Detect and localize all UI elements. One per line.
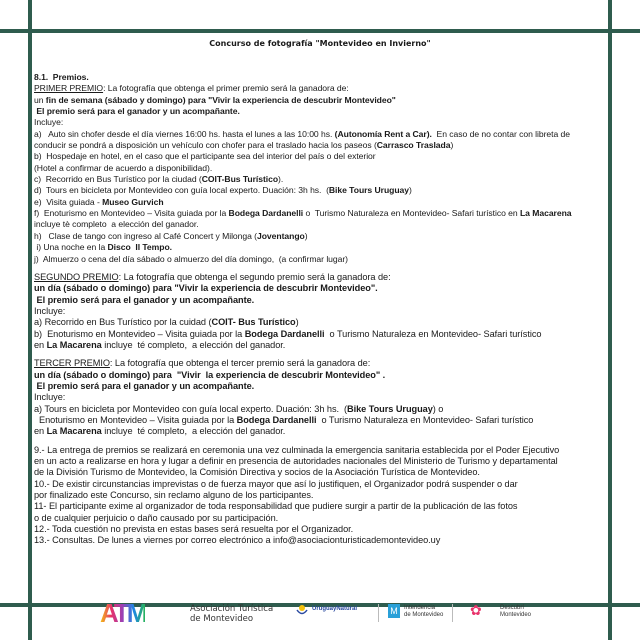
text-line (34, 117, 608, 128)
prize-heading: SEGUNDO PREMIO (34, 271, 119, 282)
bold-text: COIT- Bus Turístico (211, 317, 296, 328)
text-segment: : La fotografía que obtenga el primer premio será la ganadora de: (103, 83, 349, 94)
text-segment: por finalizado este Concurso, sin reclamo alguno de los participantes. (34, 490, 314, 501)
text-segment: a) Tours en bicicleta por Montevideo con guía local experto. Duación: 3h hs. ( (34, 403, 348, 414)
frame-line-left (28, 0, 32, 640)
text-segment: 11- El participante exime al organizador de toda responsabilidad que pudiere surgir a partir de la publicación de las fotos (34, 501, 518, 512)
intendencia-line1: Intendencia (404, 605, 436, 611)
bold-text: (Autonomía Rent a Car). (334, 128, 432, 139)
text-line (34, 163, 608, 174)
text-line (34, 185, 608, 196)
text-segment: incluye tè completo a elección del ganador. (34, 219, 199, 230)
text-segment: c) Recorrido en Bus Turístico por la ciudad ( (34, 174, 202, 185)
text-line (34, 208, 608, 219)
text-line (34, 231, 608, 242)
text-segment: (Hotel a confirmar de acuerdo a disponibilidad). (34, 162, 213, 173)
text-line (34, 358, 608, 369)
bold-text: 8.1. Premios. (34, 72, 89, 82)
text-line (34, 370, 608, 381)
text-segment: un (34, 94, 46, 105)
text-line (34, 456, 608, 467)
text-segment: d) Tours en bicicleta por Montevideo con guía local experto. Duación: 3h hs. ( (34, 185, 329, 196)
text-line (34, 340, 608, 351)
paragraph-gap (34, 438, 608, 445)
text-line (34, 106, 608, 117)
text-line (34, 151, 608, 162)
text-line (34, 219, 608, 230)
text-segment: a) Auto sin chofer desde el día viernes 16:00 hs. hasta el lunes a las 10:00 hs. (34, 128, 335, 139)
bold-text: Disco Il Tempo. (107, 242, 172, 253)
atm-logo: ATM (100, 598, 146, 628)
text-segment: 13.- Consultas. De lunes a viernes por correo electrónico a info@asociacionturisticademontevideo.uy (34, 535, 441, 546)
bold-text: un día (sábado o domingo) para "Vivir la experiencia de descubrir Montevideo". (34, 283, 378, 294)
text-line (34, 317, 608, 328)
text-line (34, 524, 608, 535)
descubri-montevideo-logo (500, 605, 531, 619)
text-segment: 12.- Toda cuestión no prevista en estas bases será resuelta por el Organizador. (34, 524, 354, 535)
text-segment: incluye té completo, a elección del ganador. (101, 426, 286, 437)
sponsor-logos (0, 598, 640, 628)
text-line (34, 490, 608, 501)
text-line (34, 467, 608, 478)
text-segment: Incluye: (34, 305, 66, 316)
descubri-montevideo-icon: ✿ (470, 602, 482, 618)
intendencia-logo (404, 605, 443, 619)
text-line (34, 95, 608, 106)
text-segment: conducir se pondrá a disposición un vehículo con chofer para el traslado hacia los paseos ( (34, 140, 377, 151)
text-line (34, 404, 608, 415)
bold-text: COIT-Bus Turístico (201, 174, 279, 185)
text-line (34, 306, 608, 317)
bold-text: Joventango (257, 230, 305, 241)
paragraph-gap (34, 265, 608, 272)
bold-text: Museo Gurvich (102, 196, 164, 207)
text-segment: en (34, 426, 47, 437)
text-line (34, 283, 608, 294)
text-segment: ) (409, 185, 412, 196)
text-line (34, 272, 608, 283)
text-line (34, 254, 608, 265)
text-line (34, 501, 608, 512)
bold-text: La Macarena (46, 426, 102, 437)
text-segment: h) Clase de tango con ingreso al Café Concert y Milonga ( (34, 230, 257, 241)
bold-text: La Macarena (519, 208, 572, 219)
text-line (34, 174, 608, 185)
text-segment: 10.- De existir circunstancias imprevistas o de fuerza mayor que así lo justifiquen, el Organizador podrá suspender o dar (34, 478, 518, 489)
bold-text: un día (sábado o domingo) para "Vivir la experiencia de descubrir Montevideo" . (34, 369, 386, 380)
bold-text: Bike Tours Uruguay (328, 185, 410, 196)
bold-text: Carrasco Traslada (376, 140, 451, 151)
text-segment: 9.- La entrega de premios se realizará en ceremonia una vez culminada la emergencia sanitaria establecida por el Poder Ejecutivo (34, 444, 560, 455)
bold-text: La Macarena (46, 339, 102, 350)
bold-text: Bodega Dardanelli (236, 414, 317, 425)
bold-text: El premio será para el ganador y un acompañante. (34, 294, 255, 305)
uruguay-natural-logo: UruguayNatural (312, 606, 358, 612)
text-segment: b) Enoturismo en Montevideo – Visita guiada por la (34, 328, 245, 339)
prize-heading: PRIMER PREMIO (34, 83, 104, 94)
text-line (34, 83, 608, 94)
text-segment: i) Una noche en la (34, 242, 108, 253)
text-line (34, 197, 608, 208)
bold-text: El premio será para el ganador y un acompañante. (34, 380, 255, 391)
logo-divider (378, 604, 379, 622)
text-segment: En caso de no contar con libreta de (431, 128, 571, 139)
text-segment: en un acto a realizarse en hora y lugar a definir en presencia de autoridades nacionales del Ministerio de Turismo y departamental (34, 456, 558, 466)
text-segment: j) Almuerzo o cena del día sábado o almuerzo del día domingo, (a confirmar lugar) (34, 253, 348, 264)
text-line (34, 479, 608, 490)
text-line (34, 72, 608, 83)
atm-name-line2: de Montevideo (190, 614, 254, 624)
prize-heading: TERCER PREMIO (34, 358, 110, 369)
text-segment: : La fotografía que obtenga el segundo premio será la ganadora de: (118, 271, 391, 282)
text-line (34, 295, 608, 306)
descubri-line1: Descubrí (500, 605, 525, 611)
text-segment: o Turismo Naturaleza en Montevideo- Safari turístico (324, 328, 542, 339)
text-segment: Incluye: (34, 117, 64, 128)
bold-text: Bodega Dardanelli (244, 328, 325, 339)
text-segment: ) (450, 140, 454, 151)
intendencia-line2: de Montevideo (404, 612, 444, 618)
text-segment: ) (304, 230, 308, 241)
paragraph-gap (34, 351, 608, 358)
text-line (34, 381, 608, 392)
text-line (34, 513, 608, 524)
text-segment: de la División Turismo de Montevideo, la Comisión Directiva y socios de la Asociación Turística de Montevideo. (34, 467, 480, 478)
text-line (34, 426, 608, 437)
text-line (34, 535, 608, 546)
uruguay-natural-sun-icon (296, 603, 308, 617)
descubri-line2: Montevideo (500, 612, 532, 618)
text-segment: ). (278, 174, 284, 185)
frame-line-right (608, 0, 612, 640)
text-segment: incluye té completo, a elección del ganador. (101, 339, 286, 350)
text-segment: f) Enoturismo en Montevideo – Visita guiada por la (34, 208, 229, 219)
text-segment: : La fotografía que obtenga el tercer premio será la ganadora de: (109, 358, 371, 369)
text-segment: e) Visita guiada - (34, 196, 103, 207)
bold-text: Bodega Dardanelli (228, 208, 304, 219)
text-segment: o de cualquier perjuicio o daño causado por su participación. (34, 512, 279, 523)
bold-text: El premio será para el ganador y un acompañante. (34, 106, 240, 117)
text-line (34, 242, 608, 253)
text-line (34, 140, 608, 151)
intendencia-icon: M (388, 604, 400, 618)
text-segment: en (34, 339, 47, 350)
text-line (34, 329, 608, 340)
logo-divider (452, 604, 453, 622)
text-line (34, 415, 608, 426)
text-line (34, 129, 608, 140)
document-body (34, 72, 608, 547)
document-title: Concurso de fotografía "Montevideo en Invierno" (209, 39, 431, 48)
bold-text: fin de semana (sábado y domingo) para "Vivir la experiencia de descubrir Montevideo" (45, 94, 396, 105)
bold-text: Bike Tours Uruguay (347, 403, 433, 414)
text-segment: Incluye: (34, 392, 66, 403)
frame-line-top (0, 29, 640, 33)
atm-name-line1: Asociación Turística (190, 604, 274, 614)
text-segment: o Turismo Naturaleza en Montevideo- Safari turístico en (303, 208, 520, 219)
text-segment: b) Hospedaje en hotel, en el caso que el participante sea del interior del país o del exterior (34, 151, 376, 162)
text-segment: a) Recorrido en Bus Turístico por la cuidad ( (34, 317, 212, 328)
text-segment: ) (295, 317, 299, 328)
text-segment: ) o (432, 403, 444, 414)
text-line (34, 445, 608, 456)
text-line (34, 392, 608, 403)
text-segment: Enoturismo en Montevideo – Visita guiada por la (34, 414, 237, 425)
text-segment: o Turismo Naturaleza en Montevideo- Safari turístico (316, 414, 534, 425)
atm-name (190, 604, 273, 624)
